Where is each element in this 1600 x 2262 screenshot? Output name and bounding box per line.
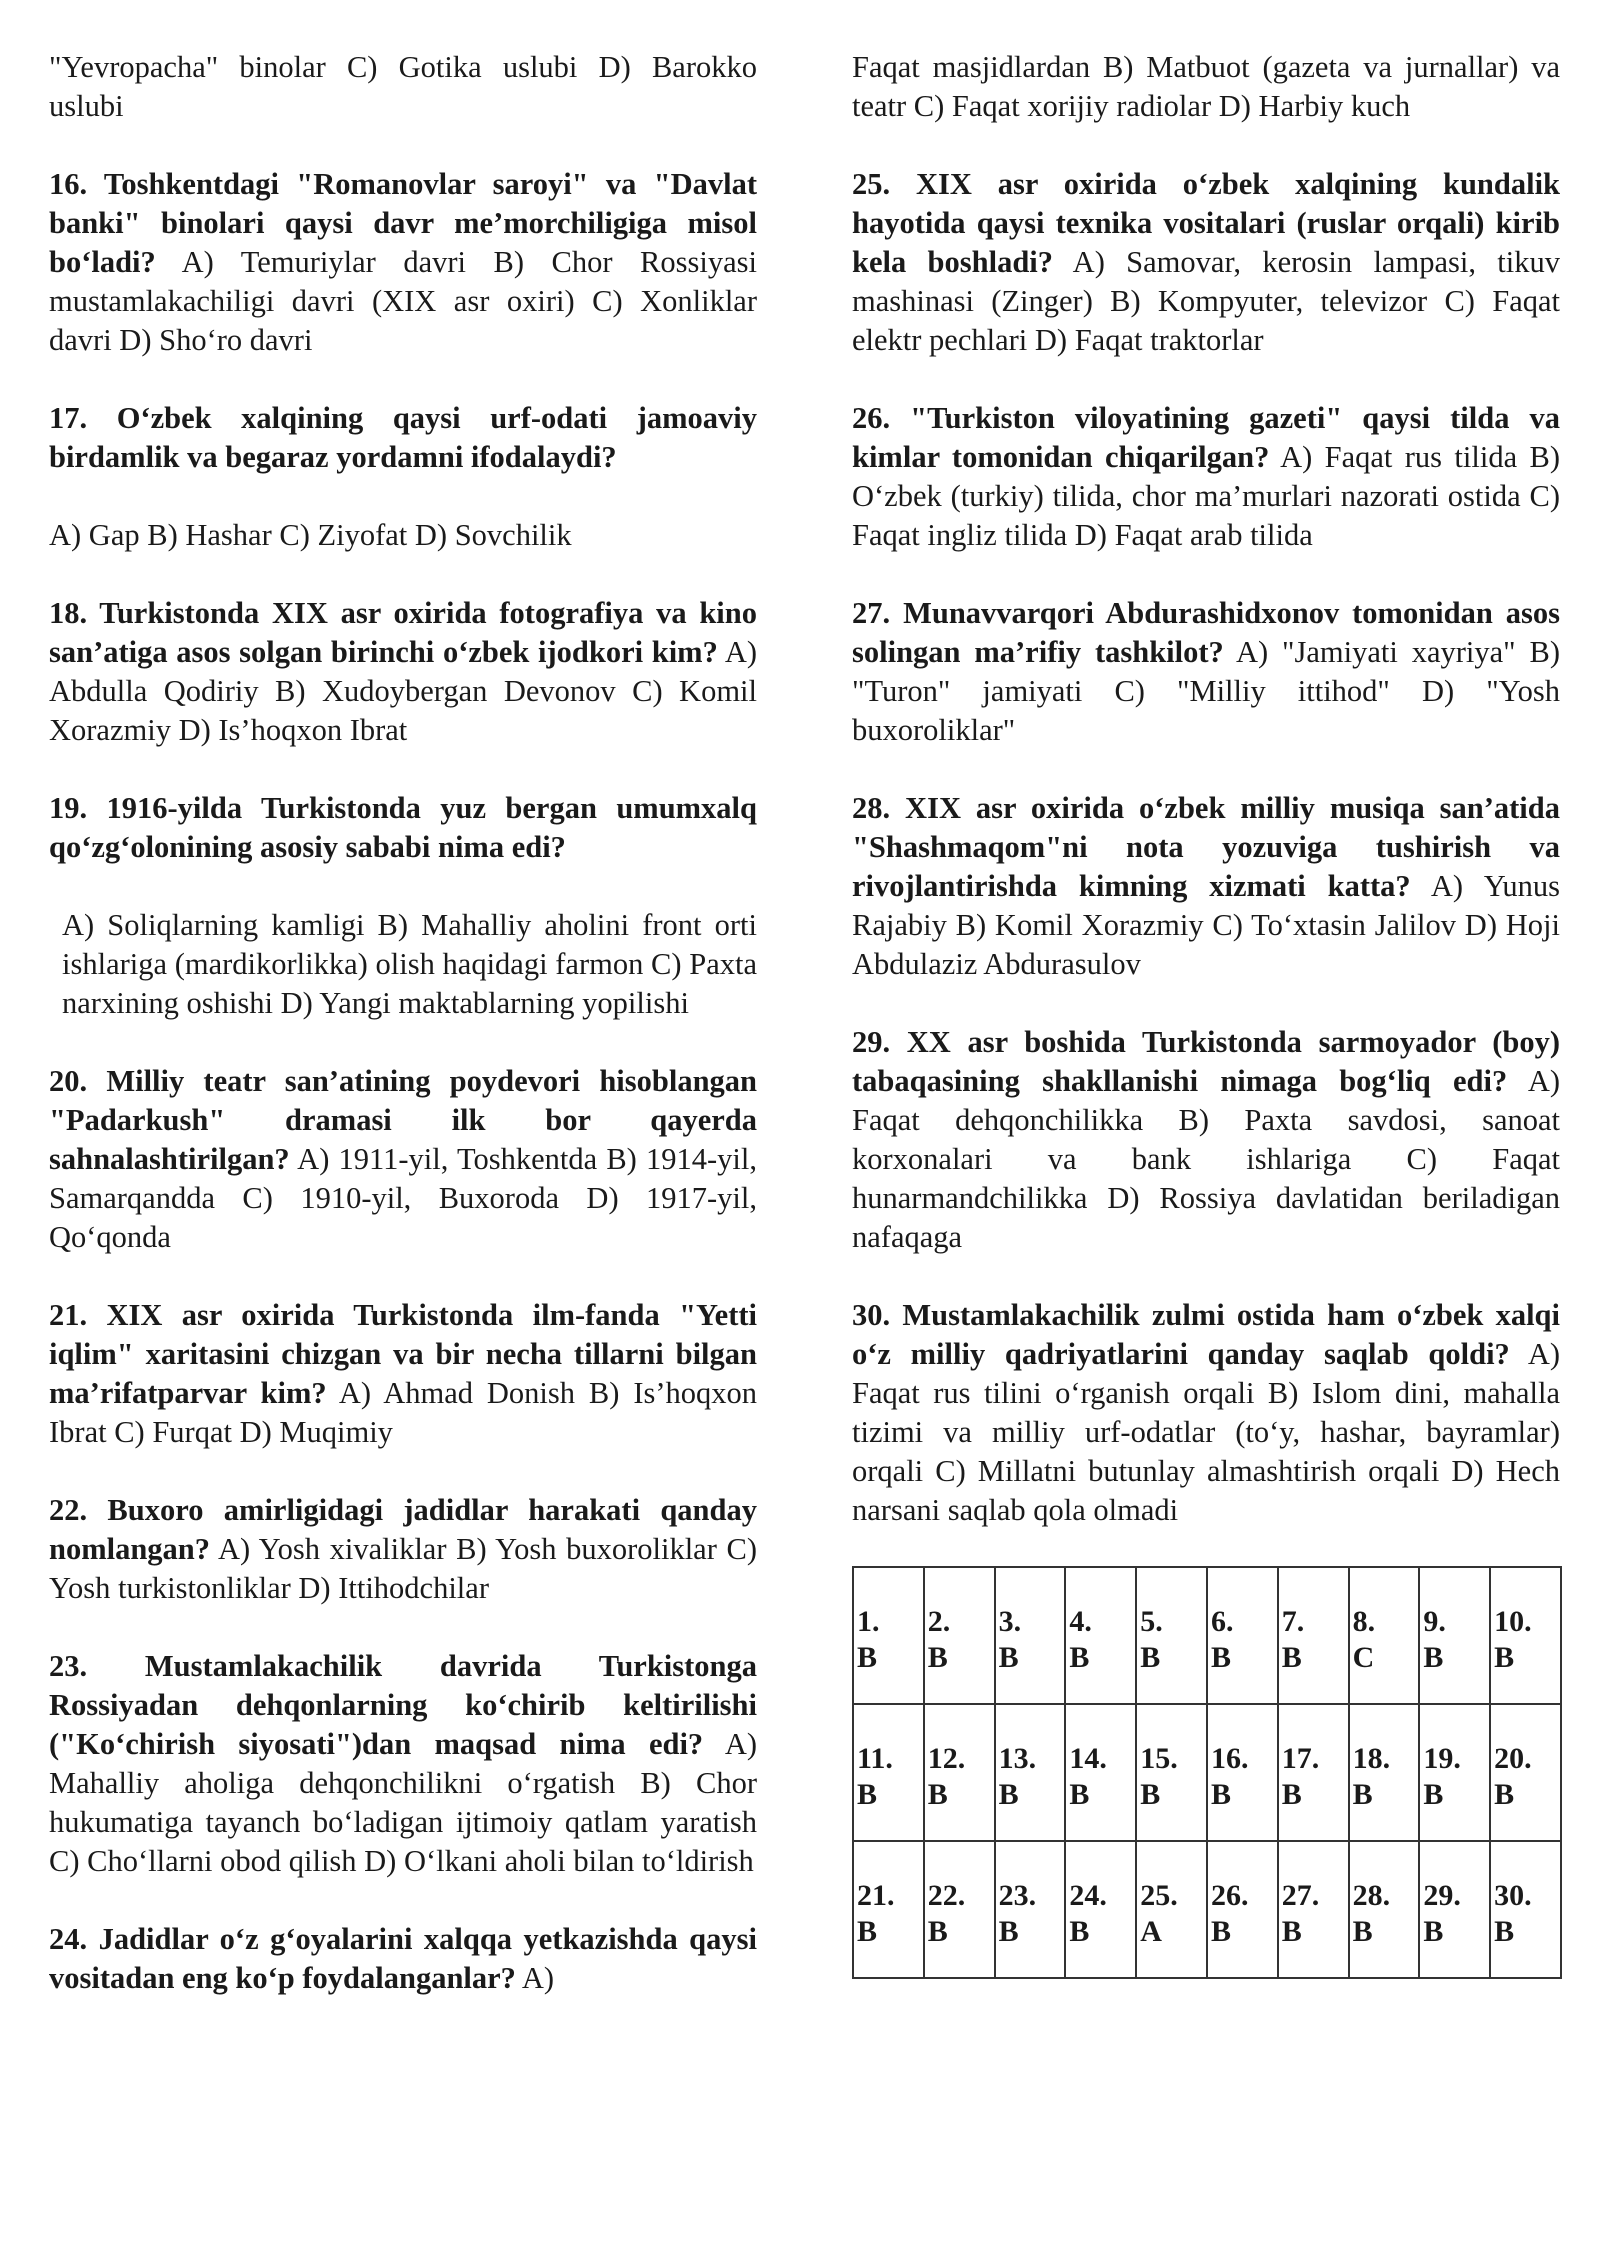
answer-number: 26. [1210,1879,1249,1912]
question-stem: 29. XX asr boshida Turkistonda sarmoyador (boy) tabaqasining shakllanishi nimaga bog‘liq edi? [852,1025,1560,1098]
answer-key-cell [924,1841,995,1978]
answer-letter: B [1281,1915,1302,1948]
answer-letter: B [1069,1641,1090,1674]
answer-number: 18. [1352,1742,1391,1775]
answer-letter: B [1281,1641,1302,1674]
answer-letter: B [1352,1778,1373,1811]
question-stem: 27. Munavvarqori Abdurashidxonov tomonidan asos solingan ma’rifiy tashkilot? [852,596,1560,669]
answer-key-cell [995,1704,1066,1841]
left-column [49,48,757,1998]
answer-key-table [852,1566,1562,1979]
answer-key-cell [1278,1704,1349,1841]
question-options: A) Samovar, kerosin lampasi, tikuv mashinasi (Zinger) B) Kompyuter, televizor C) Faqat elektr pechlari D) Faqat traktorlar [852,245,1560,357]
answer-letter: C [1352,1641,1375,1674]
question-options: A) Soliqlarning kamligi B) Mahalliy aholini front orti ishlariga (mardikorlikka) olish haqidagi farmon C) Paxta narxining oshishi D) Yangi maktablarning yopilishi [62,908,757,1020]
answer-letter: B [998,1915,1019,1948]
answer-letter: B [857,1915,878,1948]
answer-key-cell [1490,1841,1561,1978]
answer-number: 29. [1423,1879,1461,1912]
answer-letter: B [1140,1641,1161,1674]
answer-number: 16. [1210,1742,1249,1775]
question-stem: 16. Toshkentdagi "Romanovlar saroyi" va "Davlat banki" binolari qaysi davr me’morchiligiga misol bo‘ladi? [49,167,757,279]
answer-key-cell [1419,1567,1490,1704]
question-stem: 24. Jadidlar o‘z g‘oyalarini xalqqa yetkazishda qaysi vositadan eng ko‘p foydalanganlar? [49,1922,757,1995]
question-options: A) Faqat rus tilida B) O‘zbek (turkiy) tilida, chor ma’murlari nazorati ostida C) Faqat ingliz tilida D) Faqat arab tilida [852,440,1560,552]
answer-number: 20. [1494,1742,1532,1775]
answer-letter: B [927,1641,948,1674]
question-options: A) Ahmad Donish B) Is’hoqxon Ibrat C) Furqat D) Muqimiy [49,1376,757,1449]
answer-key-cell [1136,1841,1207,1978]
answer-key-cell [1207,1567,1278,1704]
answer-key-cell [1419,1704,1490,1841]
question-20 [49,1062,757,1257]
answer-key-cell [924,1704,995,1841]
question-options: A) Faqat dehqonchilikka B) Paxta savdosi, sanoat korxonalari va bank ishlariga C) Faqat hunarmandchilikka D) Rossiya davlatidan beriladigan nafaqaga [852,1064,1561,1254]
answer-letter: B [927,1778,948,1811]
question-17 [49,399,757,477]
answer-key-cell [1349,1841,1420,1978]
answer-letter: B [1494,1641,1515,1674]
question-17-options [49,516,757,555]
answer-key-cell [853,1841,924,1978]
answer-letter: B [1140,1778,1161,1811]
answer-key-cell [1278,1841,1349,1978]
answer-key-cell [1349,1704,1420,1841]
question-options: A) Abdulla Qodiriy B) Xudoybergan Devonov C) Komil Xorazmiy D) Is’hoqxon Ibrat [49,635,758,747]
answer-letter: B [1423,1778,1444,1811]
question-27 [852,594,1560,750]
answer-key-cell [1136,1567,1207,1704]
question-stem: 19. 1916-yilda Turkistonda yuz bergan umumxalq qo‘zg‘olonining asosiy sababi nima edi? [49,791,757,864]
answer-key-cell [1490,1567,1561,1704]
answer-letter: B [998,1641,1019,1674]
answer-number: 6. [1210,1605,1234,1638]
question-stem: 30. Mustamlakachilik zulmi ostida ham o‘zbek xalqi o‘z milliy qadriyatlarini qanday saqlab qoldi? [852,1298,1560,1371]
question-stem: 25. XIX asr oxirida o‘zbek xalqining kundalik hayotida qaysi texnika vositalari (ruslar orqali) kirib kela boshladi? [852,167,1560,279]
answer-number: 21. [857,1879,895,1912]
answer-letter: B [927,1915,948,1948]
answer-key-cell [995,1567,1066,1704]
answer-key-cell [853,1567,924,1704]
question-30 [852,1296,1560,1530]
answer-key-cell [1490,1704,1561,1841]
answer-letter: B [1494,1915,1515,1948]
answer-key-cell [1349,1567,1420,1704]
question-options: A) Yunus Rajabiy B) Komil Xorazmiy C) To‘xtasin Jalilov D) Hoji Abdulaziz Abdurasulov [852,869,1561,981]
question-29 [852,1023,1560,1257]
answer-letter: B [857,1641,878,1674]
question-options: A) Yosh xivaliklar B) Yosh buxoroliklar C) Yosh turkistonliklar D) Ittihodchilar [49,1532,757,1605]
question-19 [49,789,757,867]
answer-key-cell [853,1704,924,1841]
question-stem: 23. Mustamlakachilik davrida Turkistonga Rossiyadan dehqonlarning ko‘chirib keltirilishi ("Ko‘chirish siyosati")dan maqsad nima edi? [49,1649,757,1761]
question-22 [49,1491,757,1608]
question-26 [852,399,1560,555]
answer-number: 24. [1069,1879,1107,1912]
question-stem: 26. "Turkiston viloyatining gazeti" qaysi tilda va kimlar tomonidan chiqarilgan? [852,401,1560,474]
question-options: Faqat masjidlardan B) Matbuot (gazeta va jurnallar) va teatr C) Faqat xorijiy radiolar D) Harbiy kuch [852,50,1560,123]
right-column [852,48,1560,1979]
answer-number: 23. [998,1879,1037,1912]
answer-number: 1. [857,1605,880,1638]
question-24-continuation [852,48,1560,126]
answer-number: 12. [927,1742,966,1775]
answer-key-cell [1207,1704,1278,1841]
answer-letter: B [1210,1915,1231,1948]
answer-letter: B [1069,1778,1090,1811]
answer-letter: B [1069,1915,1090,1948]
answer-letter: B [1210,1641,1231,1674]
question-stem: 20. Milliy teatr san’atining poydevori hisoblangan "Padarkush" dramasi ilk bor qayerda sahnalashtirilgan? [49,1064,757,1176]
question-text: "Yevropacha" binolar C) Gotika uslubi D) Barokko uslubi [49,50,757,123]
answer-number: 2. [927,1605,951,1638]
answer-key-cell [995,1841,1066,1978]
answer-key-cell [1065,1567,1136,1704]
question-28 [852,789,1560,984]
question-options: A) "Jamiyati xayriya" B) "Turon" jamiyati C) "Milliy ittihod" D) "Yosh buxoroliklar" [852,635,1560,747]
answer-number: 8. [1352,1605,1376,1638]
answer-key-row [853,1704,1561,1841]
answer-letter: B [1352,1915,1373,1948]
question-16 [49,165,757,360]
answer-number: 30. [1494,1879,1532,1912]
answer-key-cell [1065,1841,1136,1978]
answer-key-cell [1278,1567,1349,1704]
question-options: A) Gap B) Hashar C) Ziyofat D) Sovchilik [49,518,572,552]
answer-number: 11. [857,1742,893,1775]
answer-key-row [853,1841,1561,1978]
question-options: A) [515,1961,555,1995]
answer-number: 13. [998,1742,1037,1775]
answer-letter: B [1494,1778,1515,1811]
question-18 [49,594,757,750]
question-stem: 22. Buxoro amirligidagi jadidlar harakati qanday nomlangan? [49,1493,757,1566]
question-24 [49,1920,757,1998]
answer-number: 15. [1140,1742,1178,1775]
question-stem: 18. Turkistonda XIX asr oxirida fotografiya va kino san’atiga asos solgan birinchi o‘zbek ijodkori kim? [49,596,757,669]
answer-key-cell [1136,1704,1207,1841]
answer-number: 28. [1352,1879,1391,1912]
question-stem: 17. O‘zbek xalqining qaysi urf-odati jamoaviy birdamlik va begaraz yordamni ifodalaydi? [49,401,757,474]
answer-letter: B [1281,1778,1302,1811]
question-stem: 21. XIX asr oxirida Turkistonda ilm-fanda "Yetti iqlim" xaritasini chizgan va bir necha tillarni bilgan ma’rifatparvar kim? [49,1298,757,1410]
answer-number: 10. [1494,1605,1532,1638]
question-19-options [49,906,757,1023]
answer-number: 14. [1069,1742,1107,1775]
question-options: A) Temuriylar davri B) Chor Rossiyasi mustamlakachiligi davri (XIX asr oxiri) C) Xonliklar davri D) Sho‘ro davri [49,245,757,357]
question-21 [49,1296,757,1452]
answer-number: 19. [1423,1742,1461,1775]
answer-number: 17. [1281,1742,1320,1775]
question-23 [49,1647,757,1881]
answer-key-cell [1065,1704,1136,1841]
answer-number: 4. [1069,1605,1092,1638]
question-options: A) Mahalliy aholiga dehqonchilikni o‘rgatish B) Chor hukumatiga tayanch bo‘ladigan ijtimoiy qatlam yaratish C) Cho‘llarni obod qilish D) O‘lkani aholi bilan to‘ldirish [49,1727,758,1878]
answer-key-row [853,1567,1561,1704]
answer-letter: B [1423,1641,1444,1674]
answer-letter: B [1423,1915,1444,1948]
answer-number: 25. [1140,1879,1178,1912]
answer-number: 5. [1140,1605,1163,1638]
question-options: A) 1911-yil, Toshkentda B) 1914-yil, Samarqandda C) 1910-yil, Buxoroda D) 1917-yil, Qo‘qonda [49,1142,757,1254]
answer-number: 27. [1281,1879,1320,1912]
answer-letter: B [857,1778,878,1811]
question-stem: 28. XIX asr oxirida o‘zbek milliy musiqa san’atida "Shashmaqom"ni nota yozuviga tushirish va rivojlantirishda kimning xizmati katta? [852,791,1560,903]
answer-number: 7. [1281,1605,1305,1638]
answer-number: 22. [927,1879,966,1912]
answer-letter: A [1140,1915,1162,1948]
question-15-continuation [49,48,757,126]
answer-letter: B [1210,1778,1231,1811]
question-options: A) Faqat rus tilini o‘rganish orqali B) Islom dini, mahalla tizimi va milliy urf-odatlar (to‘y, hashar, bayramlar) orqali C) Millatni butunlay almashtirish orqali D) Hech narsani saqlab qola olmadi [852,1337,1560,1527]
answer-key-cell [1207,1841,1278,1978]
answer-letter: B [998,1778,1019,1811]
answer-number: 3. [998,1605,1022,1638]
question-25 [852,165,1560,360]
answer-key-cell [924,1567,995,1704]
answer-key-cell [1419,1841,1490,1978]
answer-number: 9. [1423,1605,1446,1638]
